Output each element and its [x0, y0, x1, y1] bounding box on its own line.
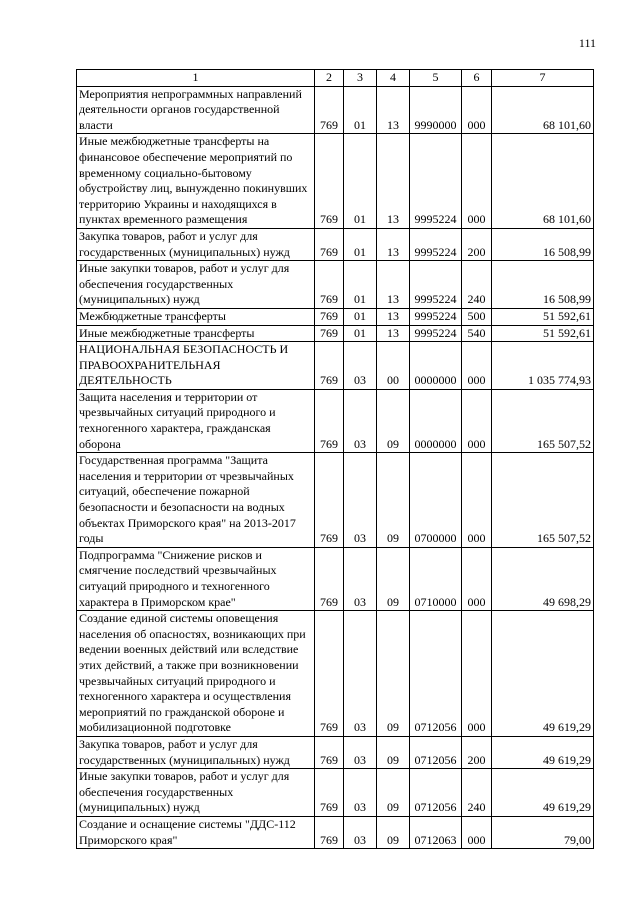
row-target-cell: 0712056: [410, 769, 462, 817]
row-name-cell: Иные закупки товаров, работ и услуг для обеспечения государственных (муниципальных) нужд: [77, 261, 315, 309]
row-amount-cell: 51 592,61: [492, 308, 594, 325]
row-name-cell: Иные закупки товаров, работ и услуг для обеспечения государственных (муниципальных) нужд: [77, 769, 315, 817]
row-section-cell: 01: [344, 308, 377, 325]
table-row: [77, 453, 594, 548]
row-section-cell: 03: [344, 769, 377, 817]
row-code-cell: 769: [315, 134, 344, 229]
row-section-cell: 03: [344, 389, 377, 452]
row-target-cell: 0712056: [410, 736, 462, 768]
row-amount-cell: 1 035 774,93: [492, 342, 594, 390]
row-type-cell: 000: [462, 453, 492, 548]
row-amount-cell: 49 619,29: [492, 611, 594, 737]
row-subsection-cell: 09: [377, 816, 410, 848]
row-subsection-cell: 09: [377, 769, 410, 817]
row-code-cell: 769: [315, 342, 344, 390]
row-type-cell: 240: [462, 769, 492, 817]
table-row: [77, 86, 594, 134]
row-type-cell: 000: [462, 86, 492, 134]
row-type-cell: 540: [462, 325, 492, 342]
row-code-cell: 769: [315, 228, 344, 260]
row-amount-cell: 16 508,99: [492, 228, 594, 260]
row-subsection-cell: 09: [377, 736, 410, 768]
row-amount-cell: 51 592,61: [492, 325, 594, 342]
row-section-cell: 01: [344, 228, 377, 260]
row-code-cell: 769: [315, 325, 344, 342]
row-target-cell: 9995224: [410, 228, 462, 260]
table-row: [77, 611, 594, 737]
row-type-cell: 000: [462, 816, 492, 848]
row-subsection-cell: 09: [377, 611, 410, 737]
row-target-cell: 0712063: [410, 816, 462, 848]
row-target-cell: 0000000: [410, 389, 462, 452]
row-subsection-cell: 09: [377, 547, 410, 610]
row-name-cell: Защита населения и территории от чрезвычайных ситуаций природного и техногенного характера, гражданская оборона: [77, 389, 315, 452]
row-code-cell: 769: [315, 816, 344, 848]
row-code-cell: 769: [315, 736, 344, 768]
row-type-cell: 000: [462, 342, 492, 390]
column-header: 1: [77, 70, 315, 87]
row-type-cell: 000: [462, 611, 492, 737]
row-amount-cell: 165 507,52: [492, 389, 594, 452]
row-code-cell: 769: [315, 453, 344, 548]
budget-table: [76, 69, 594, 849]
row-amount-cell: 68 101,60: [492, 86, 594, 134]
row-name-cell: Подпрограмма "Снижение рисков и смягчение последствий чрезвычайных ситуаций природного и техногенного характера в Приморском крае": [77, 547, 315, 610]
table-row: [77, 389, 594, 452]
row-name-cell: Закупка товаров, работ и услуг для государственных (муниципальных) нужд: [77, 228, 315, 260]
row-subsection-cell: 13: [377, 86, 410, 134]
row-code-cell: 769: [315, 86, 344, 134]
row-target-cell: 0710000: [410, 547, 462, 610]
table-row: [77, 228, 594, 260]
row-type-cell: 240: [462, 261, 492, 309]
table-row: [77, 342, 594, 390]
row-target-cell: 9995224: [410, 261, 462, 309]
row-type-cell: 200: [462, 228, 492, 260]
row-target-cell: 9990000: [410, 86, 462, 134]
column-header: 7: [492, 70, 594, 87]
row-target-cell: 0712056: [410, 611, 462, 737]
row-subsection-cell: 13: [377, 228, 410, 260]
row-code-cell: 769: [315, 547, 344, 610]
row-section-cell: 01: [344, 134, 377, 229]
row-subsection-cell: 13: [377, 261, 410, 309]
column-header: 4: [377, 70, 410, 87]
row-section-cell: 03: [344, 816, 377, 848]
column-header: 6: [462, 70, 492, 87]
row-section-cell: 03: [344, 736, 377, 768]
row-amount-cell: 49 698,29: [492, 547, 594, 610]
row-name-cell: Иные межбюджетные трансферты на финансовое обеспечение мероприятий по временному социально-бытовому обустройству лиц, вынужденно покинувших территорию Украины и находящихся в пунктах временного размещения: [77, 134, 315, 229]
table-row: [77, 769, 594, 817]
row-amount-cell: 165 507,52: [492, 453, 594, 548]
row-section-cell: 01: [344, 86, 377, 134]
column-header: 2: [315, 70, 344, 87]
row-name-cell: Создание и оснащение системы "ДДС-112 Приморского края": [77, 816, 315, 848]
row-name-cell: Создание единой системы оповещения населения об опасностях, возникающих при ведении военных действий или вследствие этих действий, а также при возникновении чрезвычайных ситуаций природного и техногенного характера и осуществления мероприятий по гражданской обороне и мобилизационной подготовке: [77, 611, 315, 737]
row-type-cell: 500: [462, 308, 492, 325]
table-row: [77, 816, 594, 848]
row-name-cell: Закупка товаров, работ и услуг для государственных (муниципальных) нужд: [77, 736, 315, 768]
table-row: [77, 134, 594, 229]
table-header-row: [77, 70, 594, 87]
row-type-cell: 000: [462, 134, 492, 229]
row-subsection-cell: 13: [377, 308, 410, 325]
column-header: 5: [410, 70, 462, 87]
row-name-cell: Иные межбюджетные трансферты: [77, 325, 315, 342]
row-section-cell: 03: [344, 453, 377, 548]
column-header: 3: [344, 70, 377, 87]
table-row: [77, 547, 594, 610]
row-target-cell: 9995224: [410, 308, 462, 325]
table-row: [77, 736, 594, 768]
row-section-cell: 01: [344, 261, 377, 309]
row-subsection-cell: 13: [377, 134, 410, 229]
row-type-cell: 000: [462, 547, 492, 610]
row-name-cell: НАЦИОНАЛЬНАЯ БЕЗОПАСНОСТЬ И ПРАВООХРАНИТЕЛЬНАЯ ДЕЯТЕЛЬНОСТЬ: [77, 342, 315, 390]
row-amount-cell: 16 508,99: [492, 261, 594, 309]
page-number: 111: [578, 36, 596, 50]
row-section-cell: 03: [344, 547, 377, 610]
row-amount-cell: 79,00: [492, 816, 594, 848]
row-section-cell: 03: [344, 611, 377, 737]
row-name-cell: Мероприятия непрограммных направлений деятельности органов государственной власти: [77, 86, 315, 134]
row-code-cell: 769: [315, 389, 344, 452]
table-row: [77, 325, 594, 342]
row-name-cell: Межбюджетные трансферты: [77, 308, 315, 325]
row-section-cell: 03: [344, 342, 377, 390]
row-subsection-cell: 09: [377, 453, 410, 548]
row-subsection-cell: 13: [377, 325, 410, 342]
row-code-cell: 769: [315, 308, 344, 325]
row-amount-cell: 49 619,29: [492, 736, 594, 768]
row-subsection-cell: 09: [377, 389, 410, 452]
row-target-cell: 9995224: [410, 134, 462, 229]
row-code-cell: 769: [315, 261, 344, 309]
table-row: [77, 308, 594, 325]
row-amount-cell: 49 619,29: [492, 769, 594, 817]
row-section-cell: 01: [344, 325, 377, 342]
row-amount-cell: 68 101,60: [492, 134, 594, 229]
row-type-cell: 200: [462, 736, 492, 768]
row-subsection-cell: 00: [377, 342, 410, 390]
row-target-cell: 0700000: [410, 453, 462, 548]
row-target-cell: 9995224: [410, 325, 462, 342]
table-row: [77, 261, 594, 309]
row-code-cell: 769: [315, 611, 344, 737]
row-name-cell: Государственная программа "Защита населения и территории от чрезвычайных ситуаций, обеспечение пожарной безопасности и безопасности на водных объектах Приморского края" на 2013-2017 годы: [77, 453, 315, 548]
row-code-cell: 769: [315, 769, 344, 817]
row-type-cell: 000: [462, 389, 492, 452]
row-target-cell: 0000000: [410, 342, 462, 390]
